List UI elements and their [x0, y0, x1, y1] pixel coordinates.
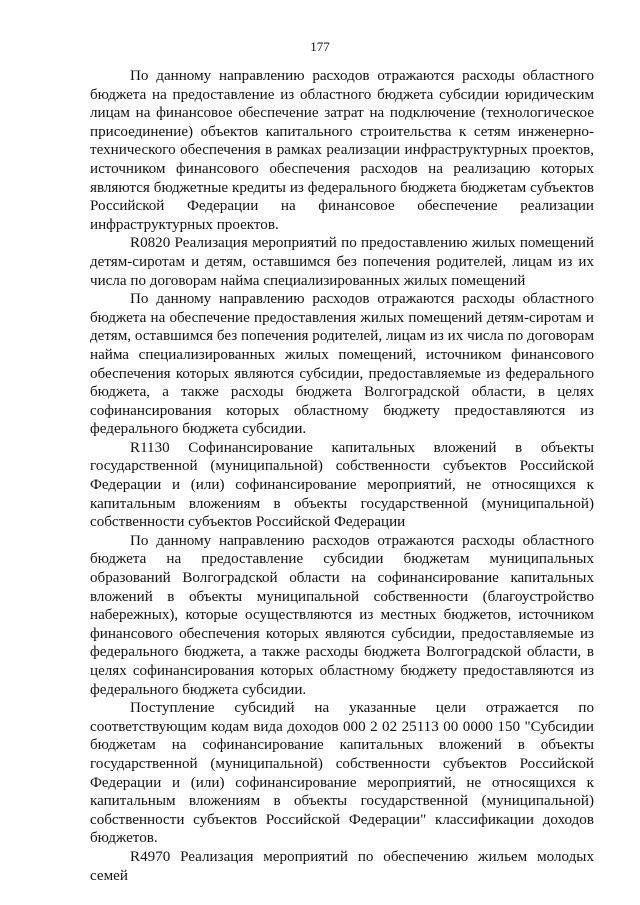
page-number: 177 — [310, 39, 330, 54]
heading-r0820: R0820 Реализация мероприятий по предоставлению жилых помещений детям-сиротам и детям, оставшимся без попечения родителей, лицам из их числа по договорам найма специализированных жилых помещений — [90, 235, 594, 289]
heading-r4970: R4970 Реализация мероприятий по обеспечению жильем молодых семей — [90, 848, 594, 884]
paragraph-r1130-description: По данному направлению расходов отражаются расходы областного бюджета на предоставление субсидии бюджетам муниципальных образований Волгоградской области на софинансирование капитальных вложений в объекты муниципальной собственности (благоустройство набережных), которые осуществляются из местных бюджетов, источником финансового обеспечения которых являются субсидии, предоставляемые из федерального бюджета, а также расходы бюджета Волгоградской области, в целях софинансирования которых областному бюджету предоставляются из федерального бюджета субсидии. — [90, 532, 594, 698]
heading-r1130: R1130 Софинансирование капитальных вложений в объекты государственной (муниципальной) собственности субъектов Российской Федерации и (или) софинансирование мероприятий, не относящихся к капитальным вложениям в объекты государственной (муниципальной) собственности субъектов Российской Федерации — [90, 439, 594, 531]
paragraph-r0820-description: По данному направлению расходов отражаются расходы областного бюджета на обеспечение предоставления жилых помещений детям-сиротам и детям, оставшимся без попечения родителей, лицам из их числа по договорам найма специализированных жилых помещений, источником финансового обеспечения которых являются субсидии, предоставляемые из федерального бюджета, а также расходы бюджета Волгоградской области, в целях софинансирования которых областному бюджету предоставляются из федерального бюджета субсидии. — [90, 291, 594, 438]
document-body — [90, 67, 594, 885]
paragraph-r1130-revenue-codes: Поступление субсидий на указанные цели отражается по соответствующим кодам вида доходов 000 2 02 25113 00 0000 150 "Субсидии бюджетам на софинансирование капитальных вложений в объекты государственной (муниципальной) собственности субъектов Российской Федерации и (или) софинансирование мероприятий, не относящихся к капитальным вложениям в объекты государственной (муниципальной) собственности субъектов Российской Федерации" классификации доходов бюджетов. — [90, 700, 594, 847]
paragraph-infrastructure-subsidy: По данному направлению расходов отражаются расходы областного бюджета на предоставление из областного бюджета субсидии юридическим лицам на финансовое обеспечение затрат на подключение (технологическое присоединение) объектов капитального строительства к сетям инженерно-технического обеспечения в рамках реализации инфраструктурных проектов, источником финансового обеспечения расходов на реализацию которых являются бюджетные кредиты из федерального бюджета бюджетам субъектов Российской Федерации на финансовое обеспечение реализации инфраструктурных проектов. — [90, 68, 594, 233]
